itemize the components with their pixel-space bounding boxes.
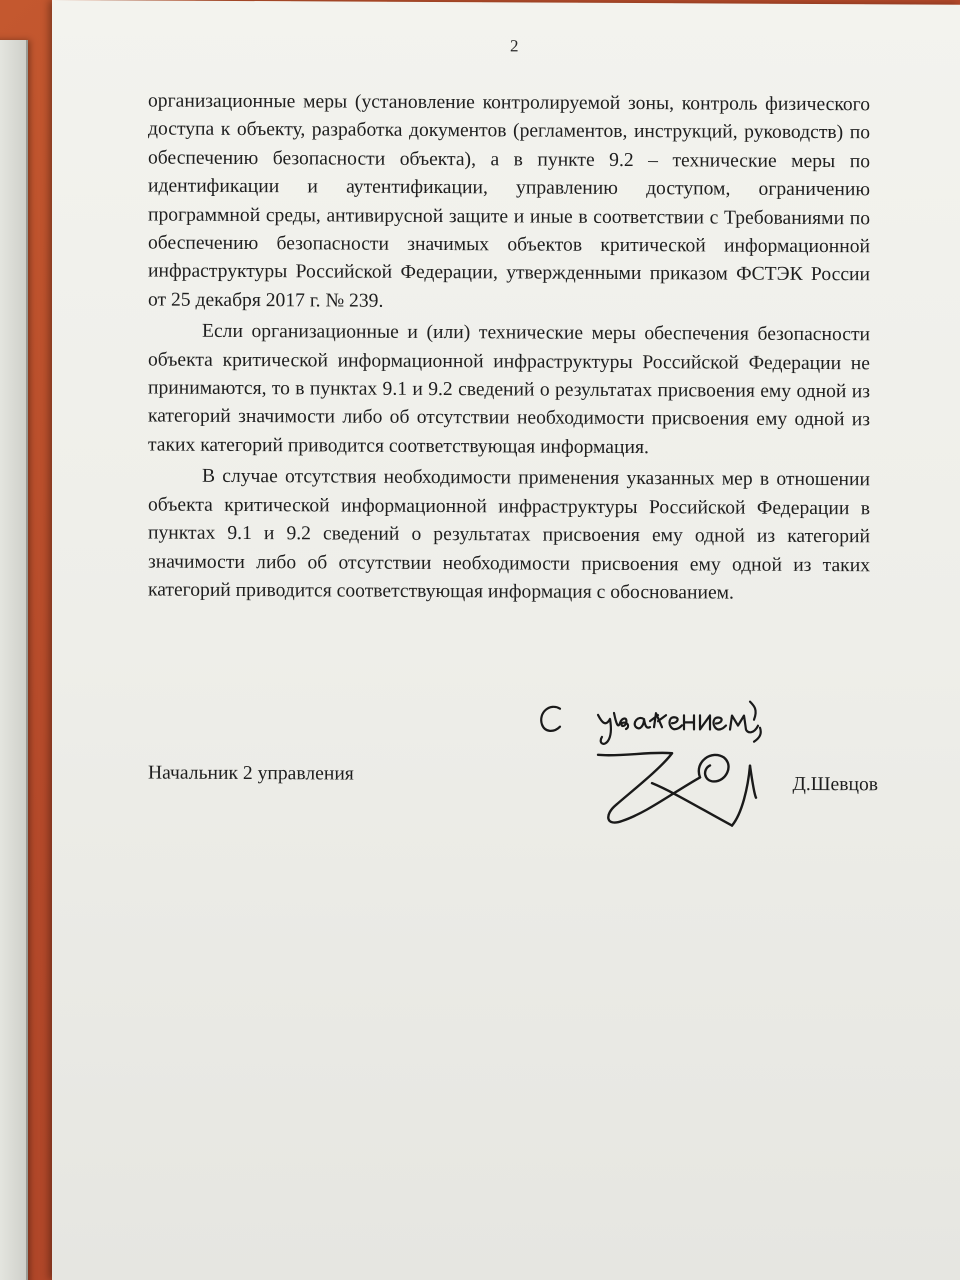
paragraph-2: Если организационные и (или) технические меры обеспечения безопасности объекта критической информационной инфраструктуры Российской Федерации не принимаются, то в пунктах 9.1 и 9.2 сведений о результатах присвоения ему одной из категорий значимости либо об отсутствии необходимости присвоения ему одной из таких категорий приводится соответствующая информация. (148, 321, 870, 459)
signer-title: Начальник 2 управления (148, 762, 354, 785)
document-page (52, 0, 960, 1280)
page-number: 2 (510, 36, 519, 56)
adjacent-page-edge (0, 40, 28, 1280)
signature-scribble (592, 743, 802, 834)
signer-name: Д.Шевцов (792, 773, 878, 796)
paragraph-3: В случае отсутствия необходимости применения указанных мер в отношении объекта критической информационной инфраструктуры Российской Федерации в пунктах 9.1 и 9.2 сведений о результатах присвоения ему одной из категорий значимости либо об отсутствии необходимости присвоения ему одной из таких категорий приводится соответствующая информация с обоснованием. (148, 466, 870, 604)
document-body (148, 88, 870, 612)
paragraph-1: организационные меры (установление контролируемой зоны, контроль физического доступа к объекту, разработка документов (регламентов, инструкций, руководств) по обеспечению безопасности объекта), а в пункте 9.2 – технические меры по идентификации и аутентификации, управлению доступом, ограничению программной среды, антивирусной защите и иные в соответствии с Требованиями по обеспечению безопасности значимых объектов критической информационной инфраструктуры Российской Федерации, утвержденными приказом ФСТЭК России от 25 декабря 2017 г. № 239. (148, 90, 870, 312)
